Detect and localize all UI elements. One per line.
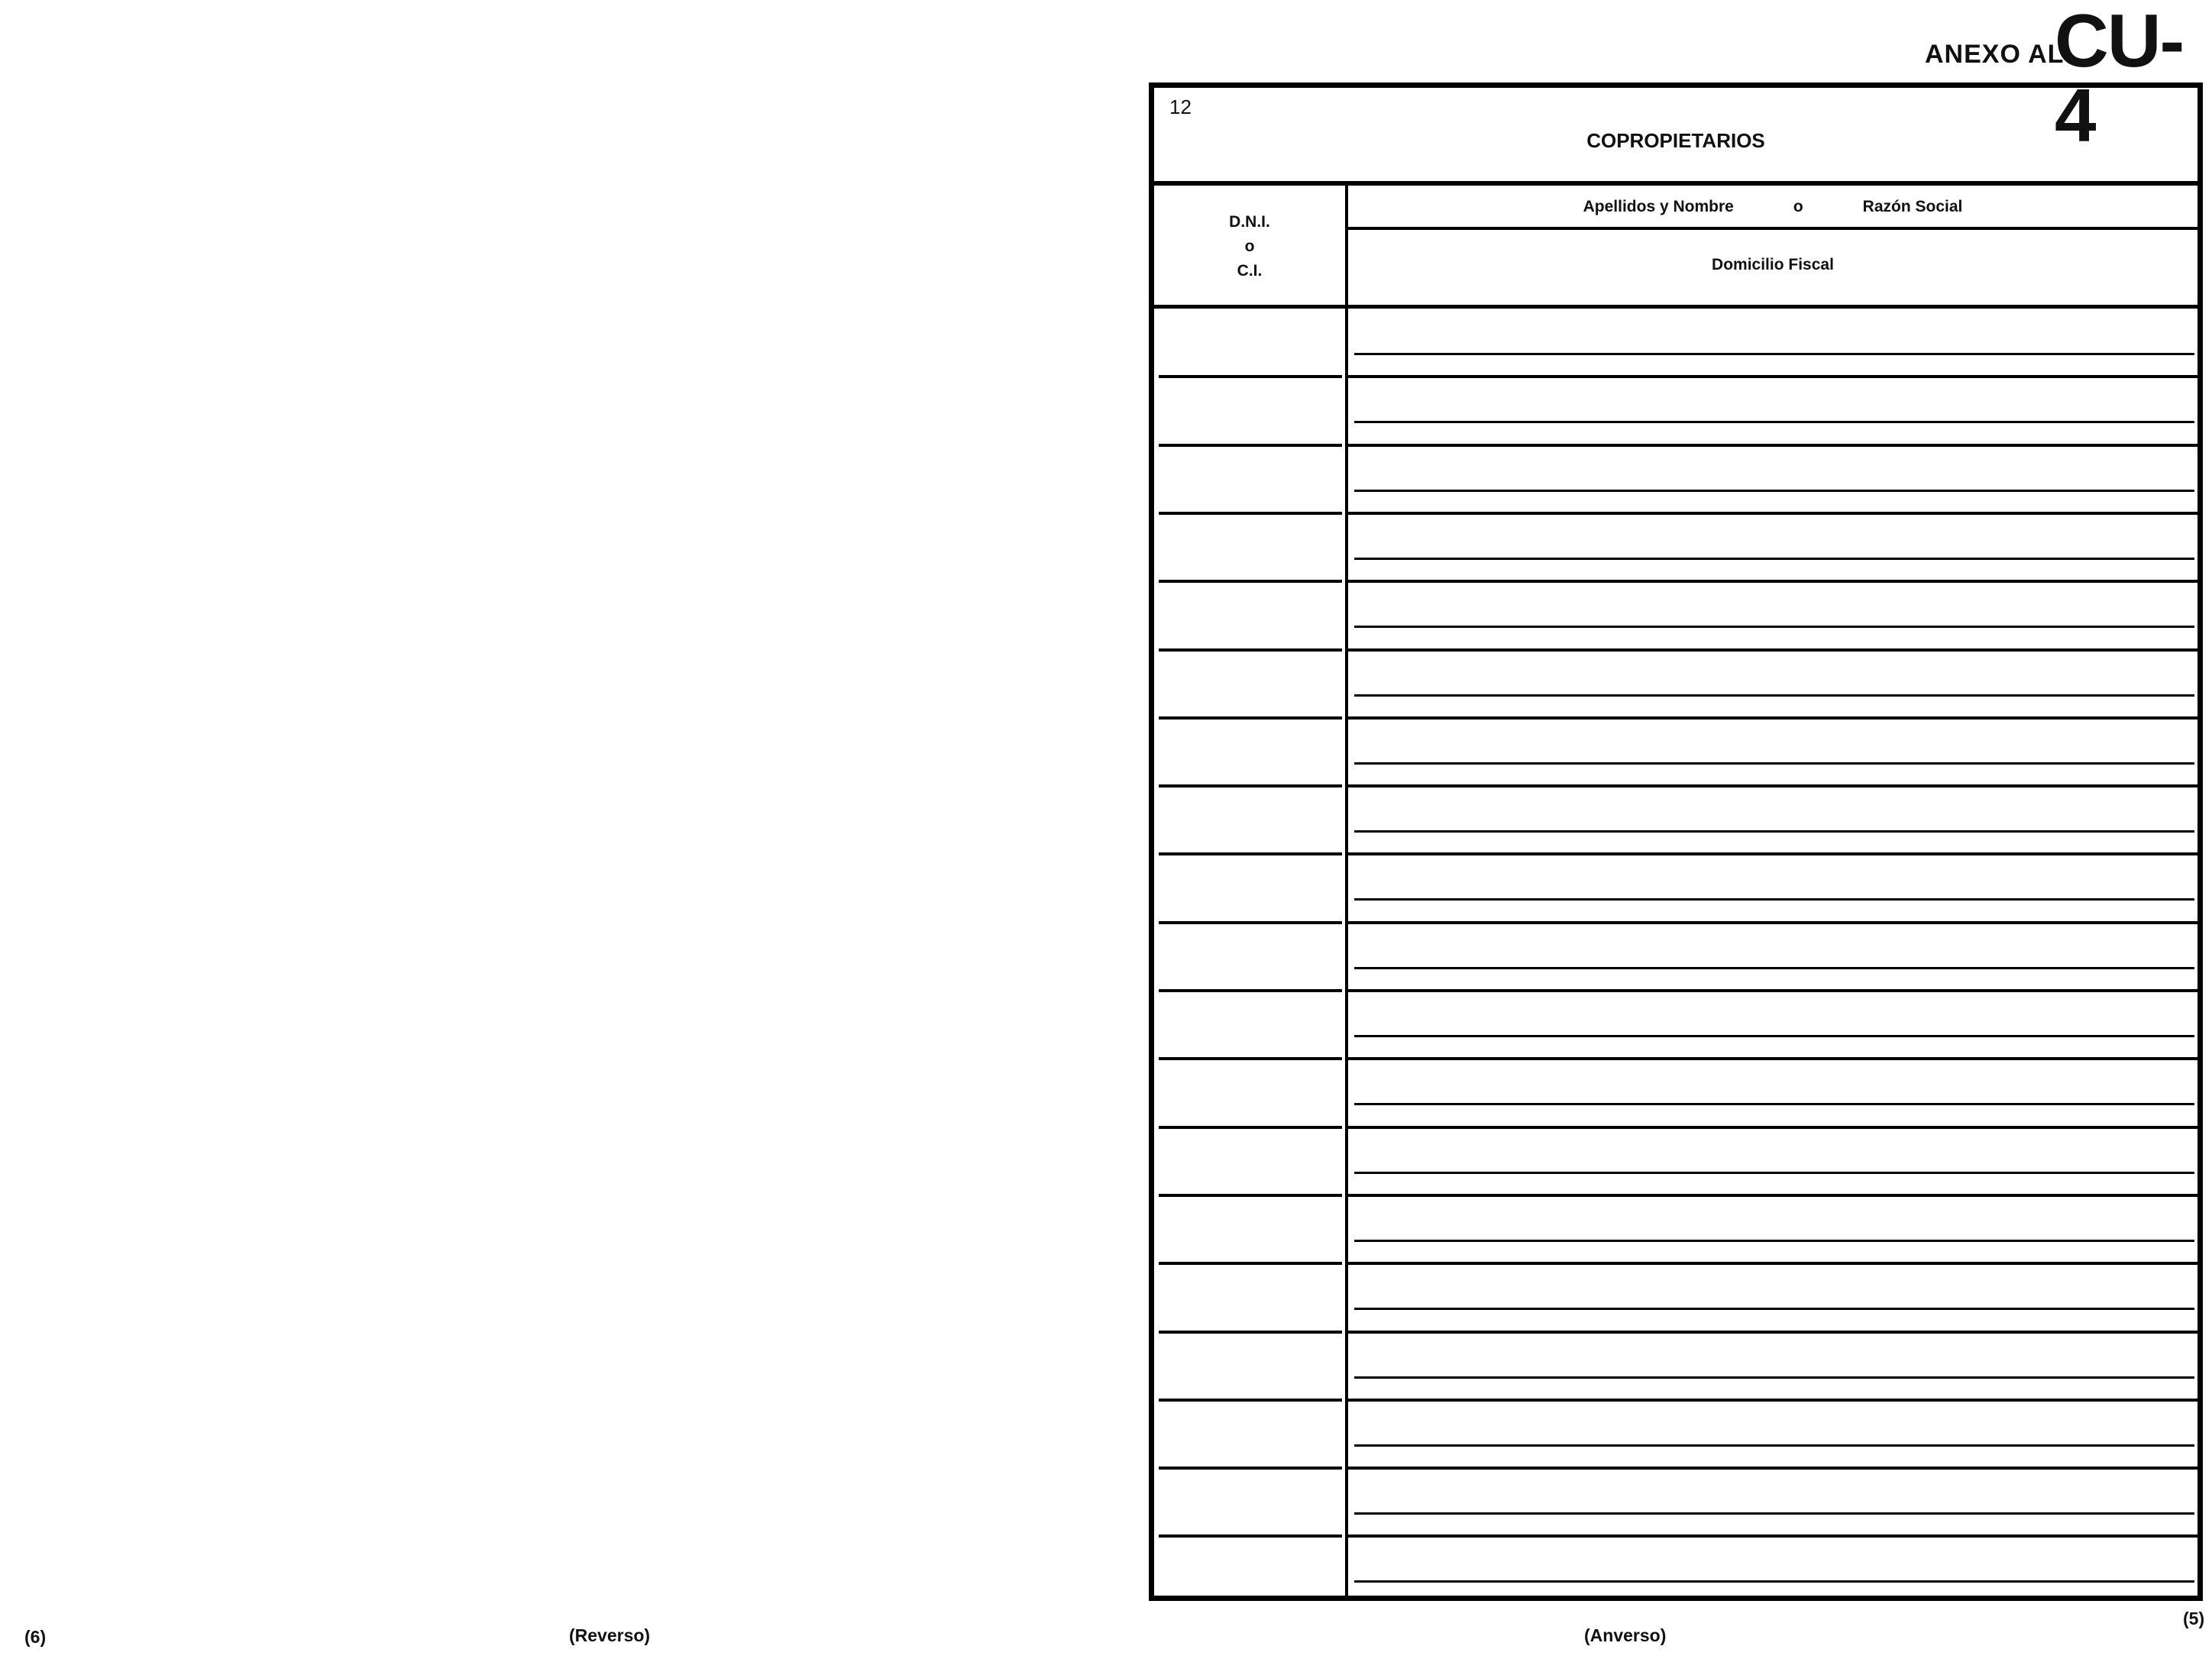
row-name-address-separator — [1354, 1172, 2194, 1174]
row-divider-id — [1159, 1194, 1342, 1197]
row-divider-holder — [1348, 1057, 2197, 1060]
row-divider-id — [1159, 1534, 1342, 1538]
reverso-label: (Reverso) — [569, 1625, 651, 1645]
row-divider-id — [1159, 512, 1342, 515]
row-name-address-separator — [1354, 1240, 2194, 1242]
row-divider-id — [1159, 989, 1342, 992]
row-divider-holder — [1348, 1262, 2197, 1265]
form-code: CU-4 — [2055, 0, 2184, 157]
row-divider-holder — [1348, 375, 2197, 378]
fiscal-address-label: Domicilio Fiscal — [1712, 256, 1834, 273]
row-divider-id — [1159, 375, 1342, 378]
row-name-address-separator — [1354, 558, 2194, 560]
row-divider-holder — [1348, 784, 2197, 787]
row-divider-id — [1159, 784, 1342, 787]
or-separator: o — [1793, 198, 1803, 215]
or-label: o — [1244, 238, 1255, 255]
row-divider-id — [1159, 1126, 1342, 1129]
row-divider-holder — [1348, 989, 2197, 992]
row-name-address-separator — [1354, 1580, 2194, 1583]
row-name-address-separator — [1354, 1035, 2194, 1037]
row-divider-id — [1159, 1057, 1342, 1060]
row-divider-holder — [1348, 716, 2197, 720]
row-name-address-separator — [1354, 762, 2194, 765]
row-divider-holder — [1348, 444, 2197, 447]
row-name-address-separator — [1354, 1512, 2194, 1515]
section-title: COPROPIETARIOS — [1586, 129, 1765, 152]
row-divider-holder — [1348, 1194, 2197, 1197]
row-name-address-separator — [1354, 1444, 2194, 1447]
column-divider — [1345, 181, 1348, 1596]
name-header — [1348, 193, 2197, 221]
surname-name-label: Apellidos y Nombre — [1583, 198, 1734, 215]
coproprietors-form — [1149, 82, 2203, 1601]
left-page-number: (6) — [24, 1627, 47, 1647]
row-divider-holder — [1348, 1331, 2197, 1334]
row-name-address-separator — [1354, 694, 2194, 697]
row-name-address-separator — [1354, 490, 2194, 492]
company-name-label: Razón Social — [1862, 198, 1963, 215]
row-divider-holder — [1348, 512, 2197, 515]
row-divider-id — [1159, 444, 1342, 447]
right-page-number: (5) — [2183, 1609, 2205, 1628]
row-divider-holder — [1348, 648, 2197, 652]
row-divider-id — [1159, 852, 1342, 855]
header-bottom-rule — [1154, 305, 2197, 309]
ci-label: C.I. — [1237, 262, 1263, 280]
row-name-address-separator — [1354, 967, 2194, 969]
row-name-address-separator — [1354, 1308, 2194, 1310]
section-number: 12 — [1169, 95, 1192, 118]
row-divider-holder — [1348, 580, 2197, 583]
row-divider-id — [1159, 1331, 1342, 1334]
row-name-address-separator — [1354, 1103, 2194, 1105]
row-name-address-separator — [1354, 830, 2194, 833]
row-divider-holder — [1348, 1126, 2197, 1129]
row-name-address-separator — [1354, 898, 2194, 901]
row-divider-id — [1159, 716, 1342, 720]
anverso-label: (Anverso) — [1584, 1625, 1667, 1645]
row-divider-holder — [1348, 852, 2197, 855]
row-name-address-separator — [1354, 1376, 2194, 1379]
holder-column-header — [1348, 186, 2197, 273]
row-divider-id — [1159, 648, 1342, 652]
row-divider-id — [1159, 580, 1342, 583]
row-divider-holder — [1348, 1467, 2197, 1470]
row-divider-holder — [1348, 921, 2197, 924]
row-divider-id — [1159, 1262, 1342, 1265]
row-divider-holder — [1348, 1534, 2197, 1538]
row-divider-id — [1159, 1399, 1342, 1402]
annex-prefix: ANEXO AL — [1925, 40, 2065, 69]
row-name-address-separator — [1354, 626, 2194, 628]
row-name-address-separator — [1354, 421, 2194, 423]
row-divider-id — [1159, 1467, 1342, 1470]
row-divider-id — [1159, 921, 1342, 924]
form-header — [1154, 88, 2197, 186]
header-separator — [1348, 227, 2197, 230]
id-column-header — [1154, 210, 1345, 283]
row-divider-holder — [1348, 1399, 2197, 1402]
row-name-address-separator — [1354, 353, 2194, 355]
dni-label: D.N.I. — [1229, 213, 1270, 231]
